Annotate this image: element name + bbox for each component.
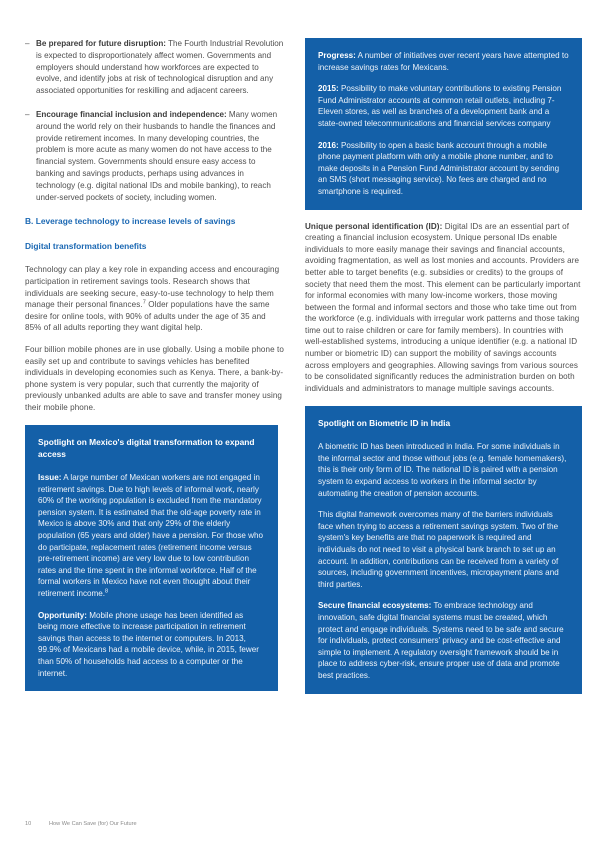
- bullet-dash: –: [25, 39, 30, 48]
- right-column: [300, 0, 600, 848]
- spotlight-mexico-heading: Spotlight on Mexico's digital transformation to expand access: [38, 437, 255, 460]
- list-item: [25, 109, 284, 203]
- bullet-body: Many women around the world rely on their husbands to handle the finances and provide retirement incomes. In many developing countries, the problem is more acute as many women do not have access to the financial system. Governments should ensure easy access to banking and savings products, perhaps using advances in technology (e.g. digital national IDs and mobile banking), to reach under-served pockets of society, including women.: [36, 109, 278, 202]
- paragraph-mobile-phones: Four billion mobile phones are in use globally. Using a mobile phone to easily set up and contribute to savings vehicles has benefited individuals in developing economies such as Kenya. There, a bank-by-phone system is very popular, such that currently the majority of previously unbanked adults are able to save and transfer money using their mobile phone.: [25, 344, 284, 412]
- footer-page-number: 10: [25, 821, 32, 827]
- india-paragraph-1: A biometric ID has been introduced in India. For some individuals in the informal sector and those without jobs (e.g. female homemakers), this is their only form of ID. The national ID is paired with a pension system to expand access to workers in the informal sector by automating the creation of pension accounts.: [318, 442, 567, 498]
- india-paragraph-2: This digital framework overcomes many of the barriers individuals face when trying to access a retirement savings system. Two of the system's key benefits are that no paperwork is required and individuals do not need to visit a physical bank branch to set up an account. In addition, contributions can be received from a variety of sources, including government incentives, micropayment plans and third parties.: [318, 510, 559, 589]
- subheading-digital-transformation-benefits: Digital transformation benefits: [25, 241, 147, 252]
- paragraph-part: Older populations have the same desire for online tools, with 90% of adults under the age of 35 and 85% of all adults reporting they want digital help.: [25, 300, 270, 333]
- secure-lead: Secure financial ecosystems:: [318, 601, 432, 611]
- year-2016-body: Possibility to open a basic bank account through a mobile phone payment platform with only a mobile phone number, and to make deposits in a Pension Fund Administrator account by sending an SMS (short messaging service). No fees are charged and no smartphone is required.: [318, 140, 560, 196]
- year-2016-lead: 2016:: [318, 140, 339, 150]
- spotlight-box-mexico-progress: [305, 38, 582, 210]
- spotlight-box-mexico: [25, 425, 278, 691]
- secure-body: To embrace technology and innovation, safe digital financial systems must be created, which protect and engage individuals. Systems need to be safe and secure for individuals, protect consumers' privacy and be cost-effective and simple to implement. A regulatory oversight framework should be in place to address cyber-risk, ensure proper use of data and promote best practices.: [318, 601, 564, 680]
- footer-document-title: How We Can Save (for) Our Future: [49, 821, 137, 827]
- bullet-content: [36, 38, 284, 97]
- bullet-lead: Be prepared for future disruption:: [36, 39, 166, 48]
- year-2015-body: Possibility to make voluntary contributions to existing Pension Fund Administrator accounts at common retail outlets, including 7-Eleven stores, as well as branches of a development bank and a state-owned telecommunications and financial services company: [318, 84, 562, 128]
- footnote-marker-8: 8: [105, 588, 109, 595]
- spotlight-india-heading: Spotlight on Biometric ID in India: [318, 418, 451, 429]
- progress-paragraph: [318, 50, 569, 73]
- year-2015-paragraph: [318, 83, 569, 129]
- progress-lead: Progress:: [318, 51, 356, 60]
- opportunity-body: Mobile phone usage has been identified as being more effective to increase participation in retirement savings than access to the internet or computers. In 2013, 99.9% of Mexicans had a mobile device, while, in 2015, fewer than 50% of households had access to a computer or the internet.: [38, 610, 259, 678]
- issue-body: A large number of Mexican workers are not engaged in retirement savings. Due to high levels of informal work, nearly 60% of the working population is excluded from the mandatory pension system. It is estimated that the old-age poverty rate in Mexico is above 30% and that only 29% of the elderly population (65 years and older) have a pension. For those who do participate, replacement rates (retirement income versus pre-retirement income) are very low due to low contribution rates and the time spent in the informal workforce. Half of the formal workers in Mexico have not even thought about their retirement income.: [38, 473, 263, 599]
- opportunity-lead: Opportunity:: [38, 610, 88, 620]
- spotlight-mexico-opportunity: [38, 610, 265, 680]
- section-heading-b: B. Leverage technology to increase levels of savings: [25, 216, 236, 227]
- bullet-body: The Fourth Industrial Revolution is expected to disproportionately affect women. Governments and employers should understand how workforces are expected to evolve, and identify jobs at risk of technological disruption and any associated opportunities for reskilling and adjacent careers.: [36, 39, 284, 96]
- year-2015-lead: 2015:: [318, 84, 339, 94]
- list-item: [25, 38, 284, 97]
- bullet-lead: Encourage financial inclusion and independence:: [36, 109, 227, 119]
- issue-lead: Issue:: [38, 473, 62, 483]
- year-2016-paragraph: [318, 140, 569, 198]
- bullet-content: [36, 109, 284, 203]
- paragraph-technology-role: [25, 264, 284, 334]
- bullet-dash: –: [25, 109, 30, 119]
- progress-body: A number of initiatives over recent years have attempted to increase savings rates for Mexicans.: [318, 51, 569, 72]
- unique-id-body: Digital IDs are an essential part of creating a financial inclusion ecosystem. Unique personal IDs enable individuals to more easily manage their savings and financial accounts, avoiding fragmentation, as well as lost monies and accounts. Providers are better able to target benefits (e.g. subsidies or credits) to the groups of society that need them the most. This element can be particularly important for informal economies with many low-income workers, those moving between the formal and informal sectors and those who take time out from the workforce (e.g. individuals with irregular work patterns and those taking time out to raise children or care for family members). In countries with well-established systems, introducing a unique identifier (e.g. a national ID number or biometric ID) can support the mobility of savings accounts across employers and geographies. Allowing savings from various sources to be consolidated significantly reduces the administration burden on both individuals and administrators to manage multiple savings accounts.: [305, 221, 581, 393]
- page-footer: [25, 820, 137, 828]
- spotlight-mexico-issue: [38, 472, 265, 600]
- secure-financial-ecosystems-paragraph: [318, 600, 569, 681]
- paragraph-part: Technology can play a key role in expanding access and encouraging participation in retirement savings tools. Research shows that individuals are seeking secure, easy-to-use technology to help them manage their personal finances.: [25, 265, 280, 310]
- unique-id-lead: Unique personal identification (ID):: [305, 221, 443, 231]
- spotlight-box-india: [305, 406, 582, 693]
- footnote-marker-7: 7: [142, 299, 146, 306]
- paragraph-unique-personal-identification: [305, 221, 582, 395]
